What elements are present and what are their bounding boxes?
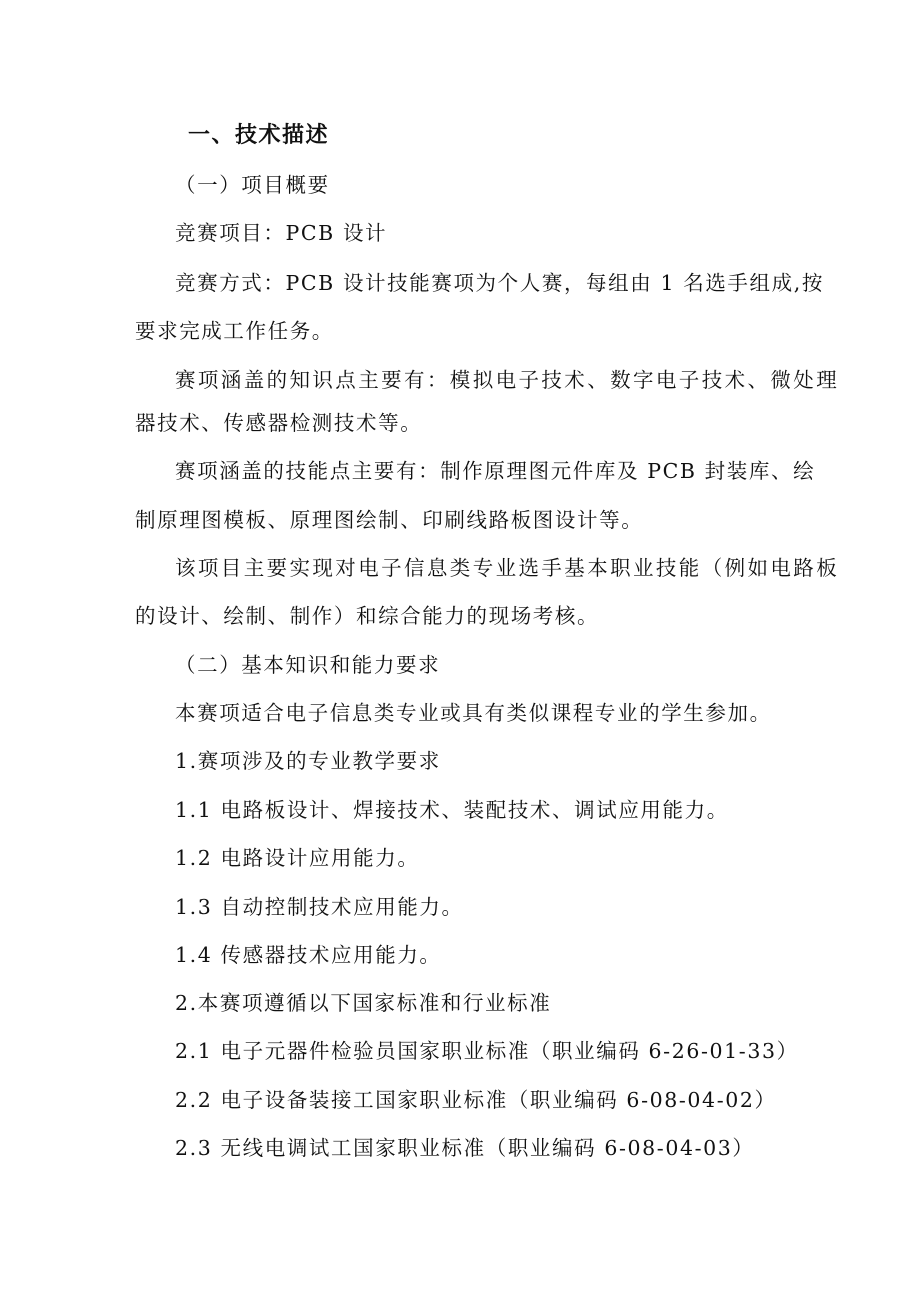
competition-mode-line-2: 要求完成工作任务。 [135, 319, 334, 343]
competition-item-line: 竞赛项目：PCB 设计 [175, 221, 388, 245]
skill-points-line-2: 制原理图模板、原理图绘制、印刷线路板图设计等。 [135, 508, 644, 532]
project-goal-line-1: 该项目主要实现对电子信息类专业选手基本职业技能（例如电路板 [175, 556, 840, 580]
standard-item: 2.1 电子元器件检验员国家职业标准（职业编码 6-26-01-33） [175, 1039, 799, 1063]
standards-title: 2.本赛项遵循以下国家标准和行业标准 [175, 991, 552, 1015]
competition-mode-line-1: 竞赛方式：PCB 设计技能赛项为个人赛，每组由 1 名选手组成,按 [175, 271, 824, 295]
section-heading: 一、技术描述 [188, 123, 330, 148]
standard-item: 2.3 无线电调试工国家职业标准（职业编码 6-08-04-03） [175, 1136, 755, 1160]
knowledge-points-line-2: 器技术、传感器检测技术等。 [135, 411, 423, 435]
teaching-requirements-title: 1.赛项涉及的专业教学要求 [175, 749, 441, 773]
project-goal-line-2: 的设计、绘制、制作）和综合能力的现场考核。 [135, 604, 600, 628]
subsection-title-overview: （一）项目概要 [175, 173, 330, 197]
subsection-title-requirements: （二）基本知识和能力要求 [175, 653, 441, 677]
teaching-item: 1.1 电路板设计、焊接技术、装配技术、调试应用能力。 [175, 798, 729, 822]
teaching-item: 1.3 自动控制技术应用能力。 [175, 895, 464, 919]
skill-points-line-1: 赛项涵盖的技能点主要有：制作原理图元件库及 PCB 封装库、绘 [175, 459, 816, 483]
participants-intro: 本赛项适合电子信息类专业或具有类似课程专业的学生参加。 [175, 701, 772, 725]
teaching-item: 1.2 电路设计应用能力。 [175, 846, 420, 870]
teaching-item: 1.4 传感器技术应用能力。 [175, 943, 442, 967]
knowledge-points-line-1: 赛项涵盖的知识点主要有：模拟电子技术、数字电子技术、微处理 [175, 368, 840, 392]
standard-item: 2.2 电子设备装接工国家职业标准（职业编码 6-08-04-02） [175, 1088, 777, 1112]
